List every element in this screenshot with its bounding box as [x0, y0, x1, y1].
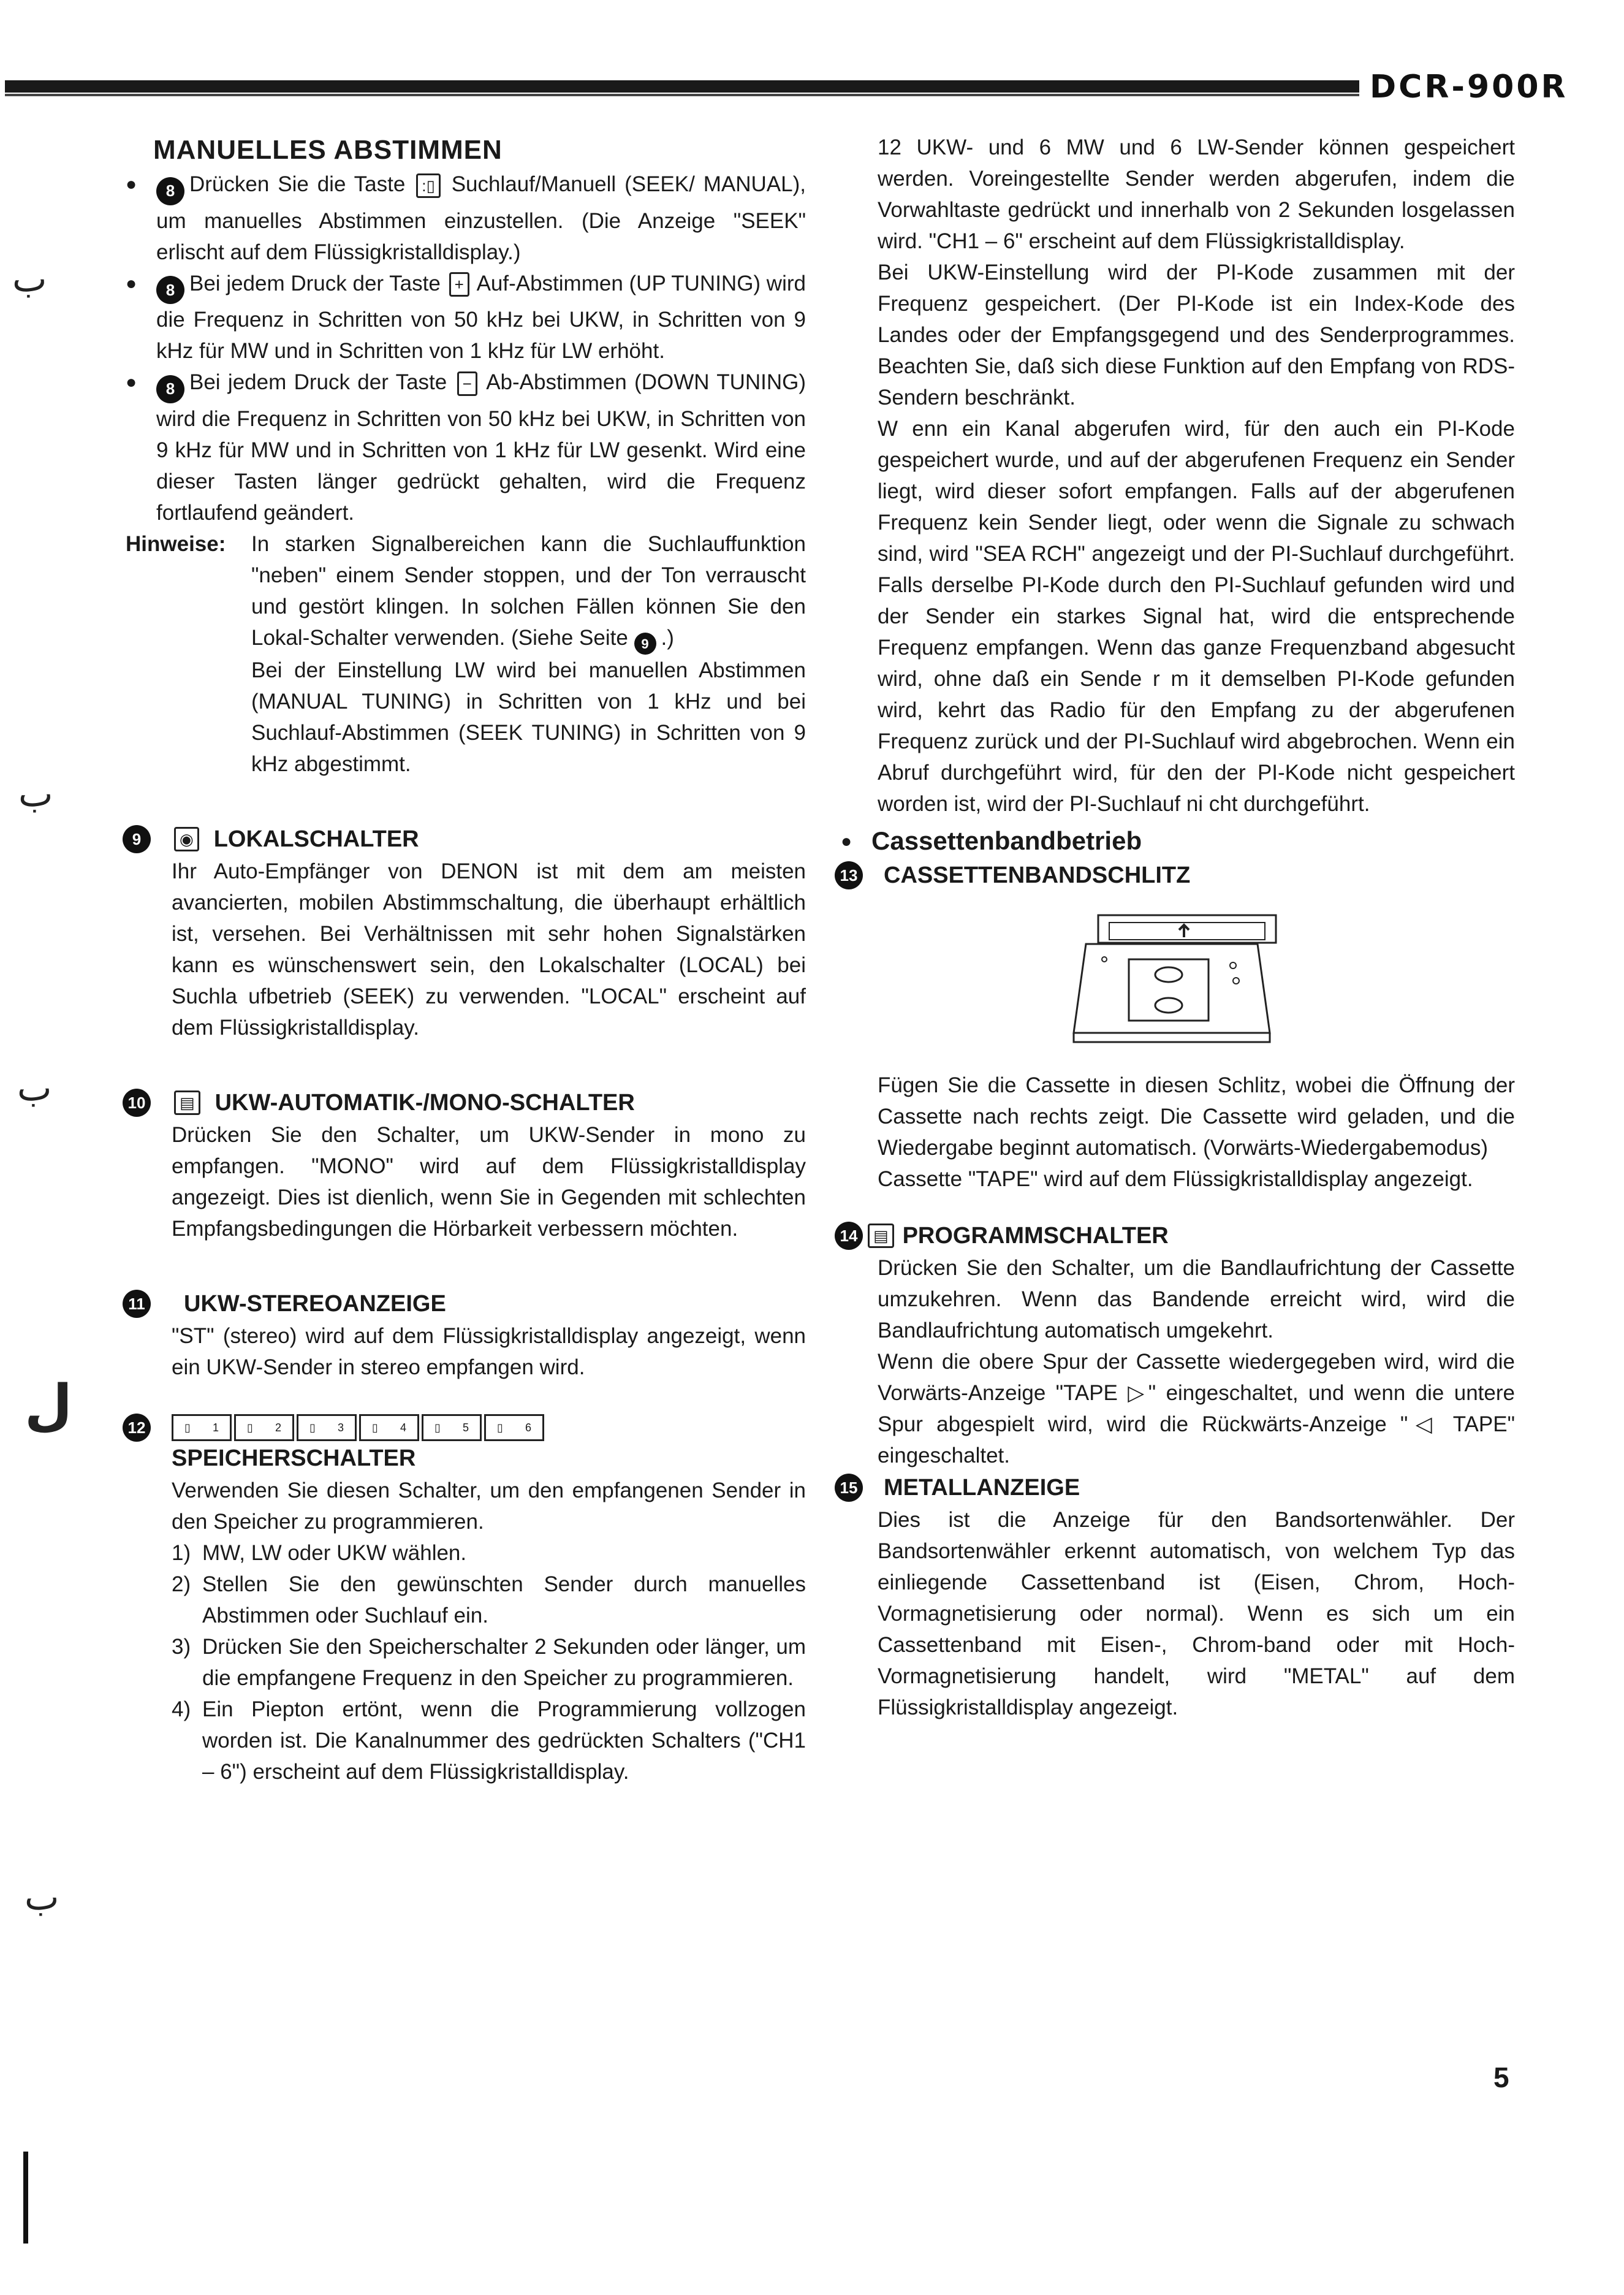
- circled-number-9: 9: [634, 633, 656, 655]
- bullet-icon: ●: [126, 273, 137, 294]
- section-text: Wenn die obere Spur der Cassette wiedergegeben wird, wird die Vorwärts-Anzeige "TAPE ▷" eingeschaltet, und wenn die untere Spur abgespielt wird, wird die Rückwärts-Anzeige "◁ TAPE" eingeschaltet.: [878, 1350, 1515, 1467]
- circled-number-9: 9: [123, 825, 151, 853]
- memory-key-icon: ▯ 4: [359, 1414, 419, 1441]
- section-title: CASSETTENBANDSCHLITZ: [884, 862, 1191, 888]
- memory-key-icon: ▯ 6: [484, 1414, 544, 1441]
- header-rule-thin: [5, 94, 1359, 96]
- bullet-text: Ab-Abstimmen (DOWN TUNING) wird die Frequenz in Schritten von 50 kHz bei UKW, in Schritten von 9 kHz für MW und in Schritten von 1 kHz für LW gesenkt. Wird eine dieser Tasten länger gedrückt gehalten, wird die Frequenz fortlaufend geändert.: [156, 370, 806, 525]
- section-13-heading: [835, 859, 1515, 892]
- circled-number-12: 12: [123, 1414, 151, 1442]
- local-key-icon: ◉: [174, 827, 199, 851]
- list-item: 2) Stellen Sie den gewünschten Sender durch manuelles Abstimmen oder Suchlauf ein.: [172, 1572, 806, 1627]
- list-item: 4) Ein Piepton ertönt, wenn die Programmierung vollzogen worden ist. Die Kanalnummer des gedrückten Schalters ("CH1 – 6") erscheint auf dem Flüssigkristalldisplay.: [172, 1697, 806, 1784]
- circled-number-8: 8: [156, 177, 184, 205]
- page-number: 5: [1493, 2061, 1509, 2093]
- section-11-heading: [123, 1287, 806, 1320]
- binding-mark: ب: [17, 1067, 52, 1108]
- model-name: DCR-900R: [1370, 69, 1568, 105]
- steps-list: [172, 1537, 806, 1787]
- up-key-icon: +: [449, 272, 469, 297]
- bullet-icon: ●: [126, 174, 137, 194]
- down-key-icon: −: [457, 371, 477, 396]
- bullet-text: Drücken Sie die Taste: [189, 172, 406, 196]
- section-text: Drücken Sie den Schalter, um UKW-Sender in mono zu empfangen. "MONO" wird auf dem Flüssigkristalldisplay angezeigt. Dies ist dienlich, wenn Sie in Gegenden mit schlechten Empfangsbedingungen die Hörbarkeit verbessern möchten.: [172, 1123, 806, 1241]
- list-item: [126, 268, 806, 367]
- list-item: 1) MW, LW oder UKW wählen.: [172, 1541, 467, 1565]
- binding-mark: ب: [18, 773, 53, 814]
- memory-key-icon: ▯ 1: [172, 1414, 232, 1441]
- section-title-manual-tuning: MANUELLES ABSTIMMEN: [153, 135, 503, 165]
- section-15-heading: [835, 1471, 1515, 1504]
- binding-bar: [23, 2152, 28, 2244]
- section-text: "ST" (stereo) wird auf dem Flüssigkristalldisplay angezeigt, wenn ein UKW-Sender in stereo empfangen wird.: [172, 1324, 806, 1379]
- bullet-icon: ●: [841, 831, 852, 851]
- circled-number-8: 8: [156, 276, 184, 304]
- seek-manual-key-icon: :▯: [416, 173, 441, 198]
- binding-mark: ب: [12, 258, 47, 299]
- section-12-heading: [123, 1414, 806, 1442]
- right-column: [840, 132, 1515, 1723]
- circled-number-15: 15: [835, 1474, 863, 1502]
- section-text: Cassette "TAPE" wird auf dem Flüssigkristalldisplay angezeigt.: [878, 1167, 1473, 1191]
- bullet-text: Bei jedem Druck der Taste: [189, 271, 441, 295]
- section-text: Drücken Sie den Schalter, um die Bandlaufrichtung der Cassette umzukehren. Wenn das Bandende erreicht wird, wird die Bandlaufrichtung automatisch umgekehrt.: [878, 1256, 1515, 1342]
- bullet-icon: ●: [126, 372, 137, 392]
- mono-key-icon: ▤: [174, 1090, 200, 1115]
- section-text: Fügen Sie die Cassette in diesen Schlitz, wobei die Öffnung der Cassette nach rechts zeigt. Die Cassette wird geladen, und die Wiedergabe beginnt automatisch. (Vorwärts-Wiedergabemodus): [878, 1073, 1515, 1160]
- memory-key-row: [172, 1414, 547, 1441]
- circled-number-8: 8: [156, 375, 184, 403]
- circled-number-10: 10: [123, 1089, 151, 1117]
- section-title: PROGRAMMSCHALTER: [902, 1223, 1169, 1249]
- note-text: .): [661, 625, 674, 650]
- memory-key-icon: ▯ 2: [234, 1414, 294, 1441]
- notes-label: Hinweise:: [126, 531, 226, 556]
- circled-number-13: 13: [835, 861, 863, 889]
- binding-mark: ب: [25, 1876, 59, 1917]
- bullet-text: Bei jedem Druck der Taste: [189, 370, 447, 394]
- section-title: UKW-AUTOMATIK-/MONO-SCHALTER: [214, 1090, 635, 1116]
- section-title: UKW-STEREOANZEIGE: [184, 1291, 446, 1317]
- left-column: [126, 132, 806, 1787]
- paragraph: W enn ein Kanal abgerufen wird, für den auch ein PI-Kode gespeichert wurde, und auf der abgerufenen Frequenz ein Sender liegt, wird dieser sofort empfangen. Falls auf der abgerufenen Frequenz kein Sender liegt, oder wenn die Signale zu schwach sind, wird "SEA RCH" angezeigt und der PI-Suchlauf durchgeführt. Falls derselbe PI-Kode durch den PI-Suchlauf gefunden wird und der Sender ein starkes Signal hat, wird die entsprechende Frequenz empfangen. Wenn das ganze Frequenzband abgesucht wird, ohne daß ein Sende r m it demselben PI-Kode gefunden wird, kehrt das Radio für den Empfang zu der abgerufenen Frequenz zurück und der PI-Suchlauf wird abgebrochen. Wenn ein Abruf durchgeführt wird, für den der PI-Kode nicht gespeichert worden ist, wird der PI-Suchlauf ni cht durchgeführt.: [878, 417, 1515, 816]
- section-title: METALLANZEIGE: [884, 1475, 1080, 1501]
- binding-mark: ل: [25, 1375, 73, 1436]
- notes-block: [126, 528, 806, 780]
- list-item: [126, 169, 806, 268]
- circled-number-14: 14: [835, 1222, 863, 1250]
- bullet-text: Auf-Abstimmen (UP TUNING) wird die Frequenz in Schritten von 50 kHz bei UKW, in Schritten von 9 kHz für MW und in Schritten von 1 kHz für LW erhöht.: [156, 271, 806, 363]
- section-9-heading: [123, 823, 806, 856]
- section-title: LOKALSCHALTER: [213, 826, 419, 852]
- note-text: Bei der Einstellung LW wird bei manuellen Abstimmen (MANUAL TUNING) in Schritten von 1 kHz und bei Suchlauf-Abstimmen (SEEK TUNING) in Schritten von 9 kHz abgestimmt.: [251, 658, 806, 776]
- section-title: SPEICHERSCHALTER: [172, 1445, 416, 1471]
- memory-key-icon: ▯ 5: [422, 1414, 482, 1441]
- section-14-heading: [835, 1219, 1515, 1252]
- list-item: 3) Drücken Sie den Speicherschalter 2 Sekunden oder länger, um die empfangene Frequenz in den Speicher zu programmieren.: [172, 1635, 806, 1690]
- paragraph: Bei UKW-Einstellung wird der PI-Kode zusammen mit der Frequenz gespeichert. (Der PI-Kode ist ein Index-Kode des Landes oder der Empfangsgegend und des Senderprogrammes. Beachten Sie, daß sich diese Funktion auf den Empfang von RDS-Sendern beschränkt.: [878, 261, 1515, 409]
- section-text: Verwenden Sie diesen Schalter, um den empfangenen Sender in den Speicher zu programmieren.: [172, 1479, 806, 1534]
- paragraph: 12 UKW- und 6 MW und 6 LW-Sender können gespeichert werden. Voreingestellte Sender werden abgerufen, indem die Vorwahltaste gedrückt und innerhalb von 2 Sekunden losgelassen wird. "CH1 – 6" erscheint auf dem Flüssigkristalldisplay.: [878, 135, 1515, 253]
- circled-number-11: 11: [123, 1290, 151, 1318]
- heading: Cassettenbandbetrieb: [871, 826, 1142, 855]
- note-text: In starken Signalbereichen kann die Suchlauffunktion "neben" einem Sender stoppen, und der Ton verrauscht und gestört klingen. In solchen Fällen können Sie den Lokal-Schalter verwenden. (Siehe Seite: [251, 531, 806, 650]
- section-text: Ihr Auto-Empfänger von DENON ist mit dem am meisten avancierten, mobilen Abstimmschaltung, die überhaupt erhältlich ist, versehen. Bei Verhältnissen mit sehr hohen Signalstärken kann es wünschenswert sein, den Lokalschalter (LOCAL) bei Suchla ufbetrieb (SEEK) zu verwenden. "LOCAL" erscheint auf dem Flüssigkristalldisplay.: [172, 859, 806, 1040]
- cassette-heading: [841, 823, 1515, 859]
- section-text: Dies ist die Anzeige für den Bandsortenwähler. Der Bandsortenwähler erkennt automatisch, von welchem Typ das einliegende Cassettenband ist (Eisen, Chrom, Hoch-Vormagnetisierung oder normal). Wenn es sich um ein Cassettenband mit Eisen-, Chrom-band oder mit Hoch-Vormagnetisierung handelt, wird "METAL" auf dem Flüssigkristalldisplay angezeigt.: [878, 1508, 1515, 1719]
- cassette-illustration: [1061, 910, 1282, 1051]
- memory-key-icon: ▯ 3: [297, 1414, 357, 1441]
- bullet-text: Suchlauf/Manuell (SEEK/ MANUAL), um manuelles Abstimmen einzustellen. (Die Anzeige "SEEK" erlischt auf dem Flüssigkristalldisplay.): [156, 172, 806, 264]
- list-item: [126, 367, 806, 528]
- program-key-icon: ▤: [868, 1224, 894, 1248]
- section-10-heading: [123, 1086, 806, 1119]
- header-rule: [5, 80, 1359, 93]
